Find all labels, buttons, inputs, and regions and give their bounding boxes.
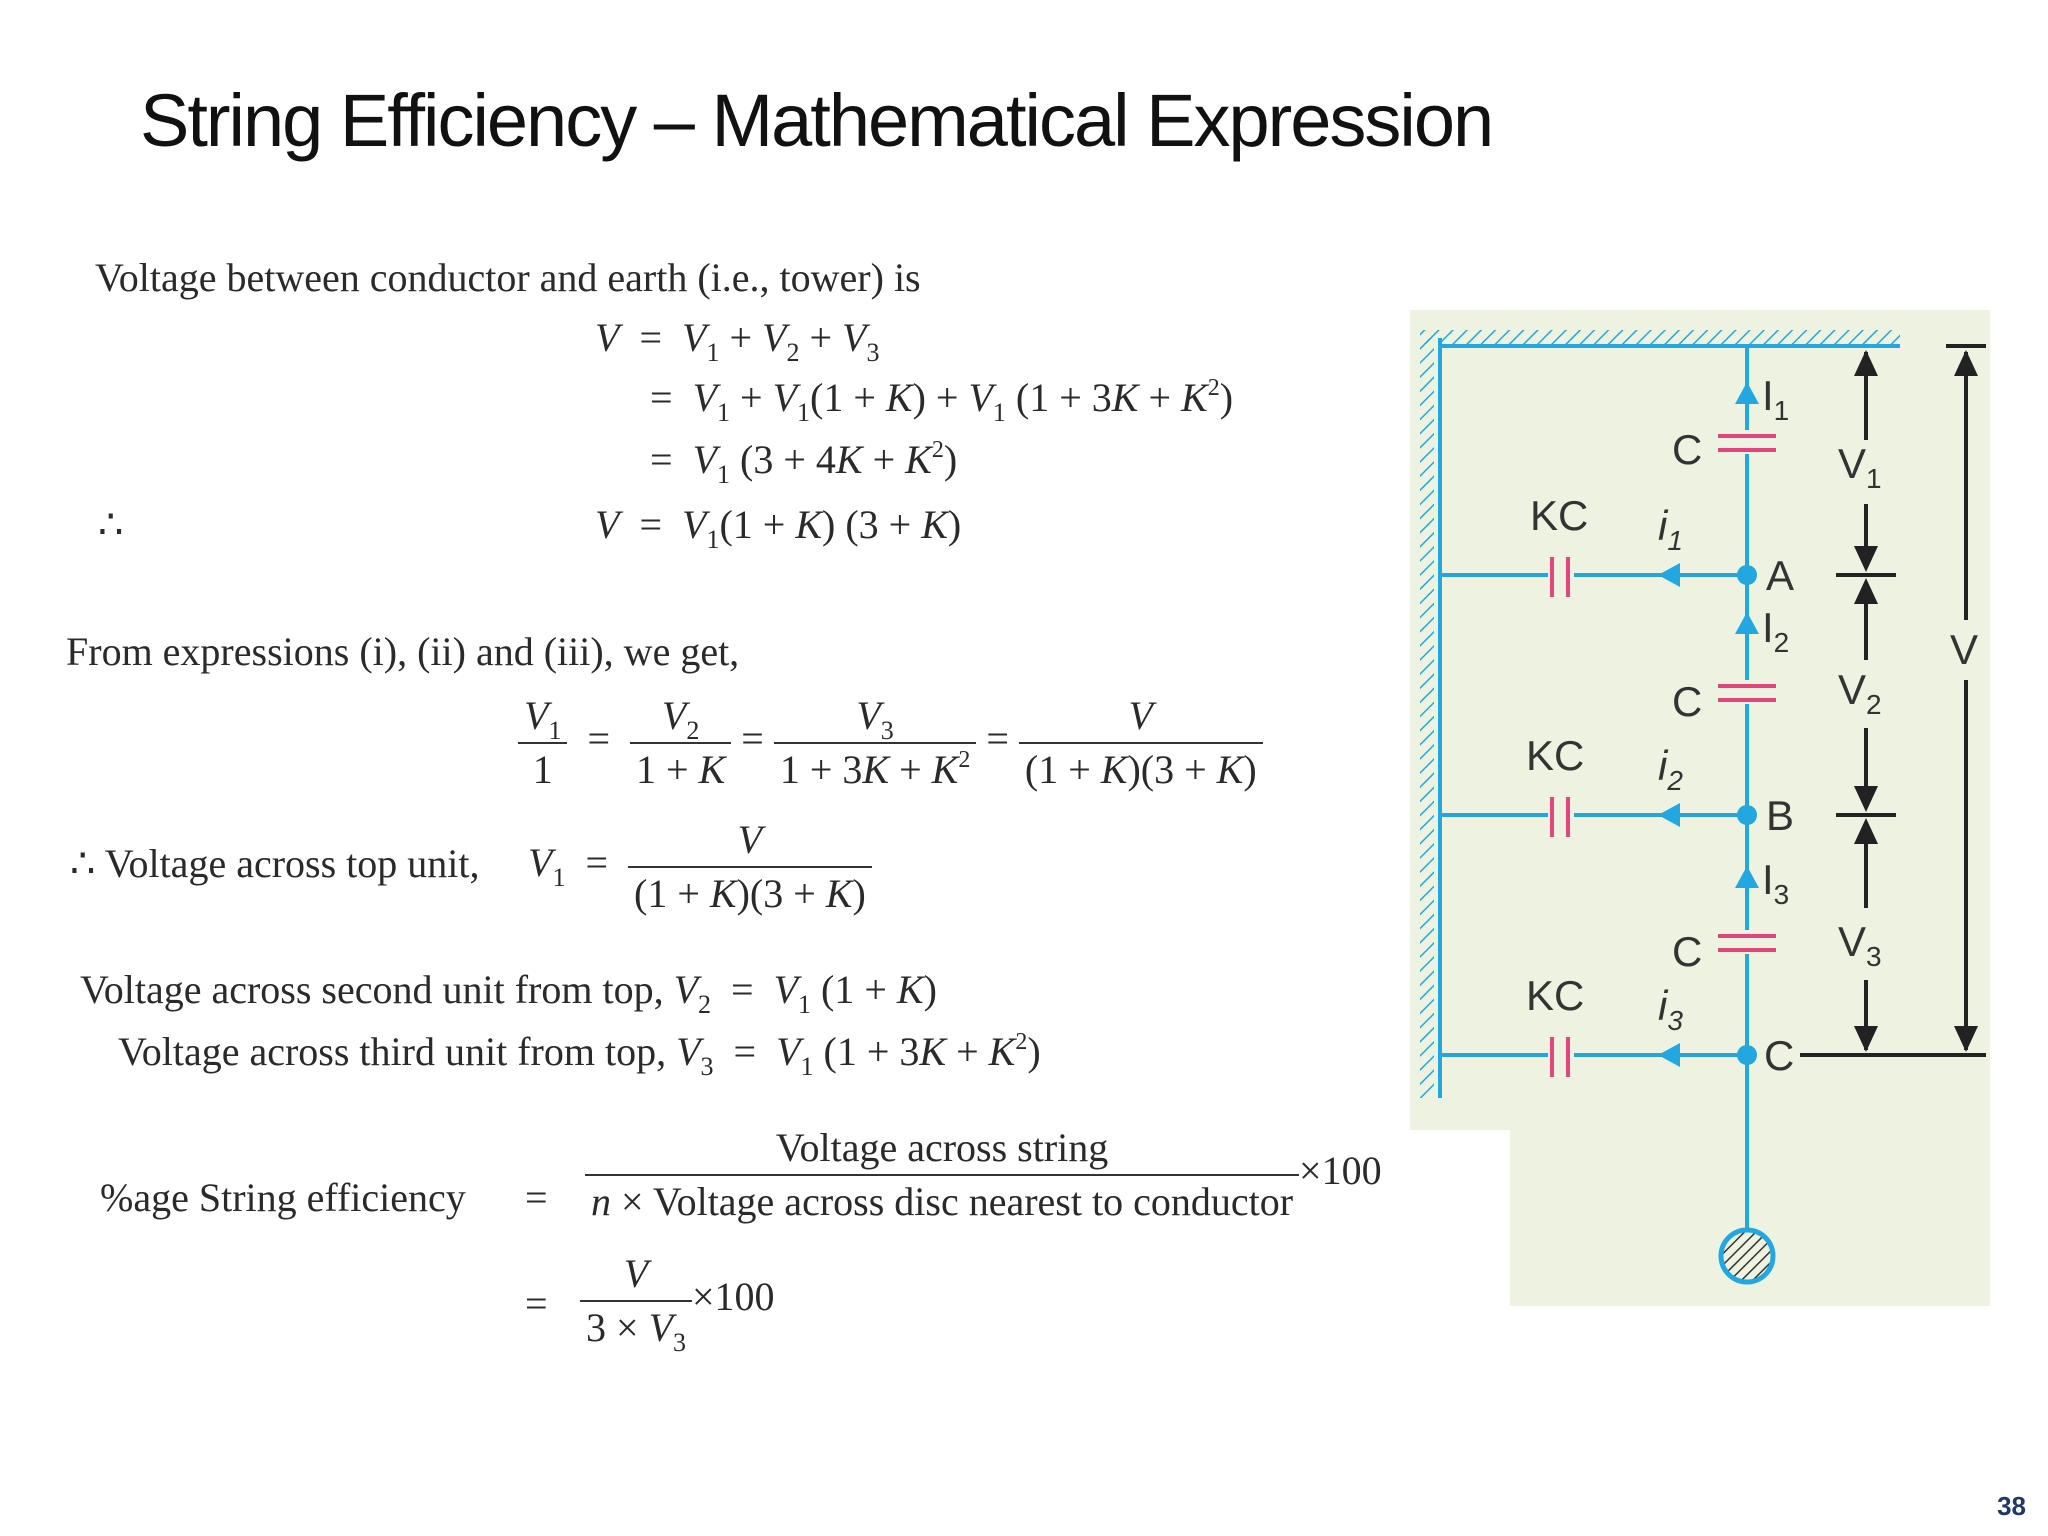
efficiency-equals: =: [525, 1175, 548, 1220]
voltage-label-3: $V_3$: [1838, 918, 1882, 972]
node-label-a: A: [1766, 552, 1795, 599]
equation-v-expanded: = $V_1 + V_1(1 + K) + V_1$ $(1 + 3K + K^2)$: [650, 375, 1234, 427]
current-label-1: $I_1$: [1762, 372, 1790, 426]
voltage-label-2: $V_2$: [1838, 666, 1882, 720]
second-unit-row: Voltage across second unit from top, $V_2 = V_1$ (1 + K): [80, 967, 937, 1019]
ratio-equation: $\frac{V_1}{1}$ = $\frac{V_2}{1 + K}$ = $\frac{V_3}{1 + 3K + K^2}$ = $\frac{V}{(1 + K)(3 + K)}$: [518, 696, 1263, 790]
third-unit-label: Voltage across third unit from top,: [118, 1029, 667, 1074]
intro-text: Voltage between conductor and earth (i.e., tower) is: [95, 255, 921, 300]
shunt-label-1: KC: [1530, 492, 1589, 539]
capacitor-1: [1718, 430, 1776, 454]
capacitor-label-1: C: [1672, 426, 1703, 473]
node-label-c: C: [1764, 1032, 1795, 1079]
total-voltage-label: V: [1950, 626, 1979, 673]
page-number: 38: [1997, 1491, 2026, 1521]
tower-hatch: [1420, 338, 1434, 1098]
capacitor-label-2: C: [1672, 678, 1703, 725]
top-unit-label: ∴ Voltage across top unit,: [70, 841, 480, 886]
times-100: ×100: [1299, 1148, 1382, 1194]
current-label-3: $I_3$: [1762, 856, 1790, 910]
capacitor-2: [1718, 680, 1776, 704]
efficiency-equals-2: =: [525, 1281, 548, 1326]
slide-title: String Efficiency – Mathematical Expression: [140, 79, 1493, 162]
conductor: [1721, 1230, 1773, 1282]
equation-v-sum: $V = V_1 + V_2 + V_3$: [595, 315, 880, 367]
second-unit-label: Voltage across second unit from top,: [80, 967, 664, 1012]
capacitor-label-3: C: [1672, 928, 1703, 975]
therefore-symbol: ∴: [98, 502, 124, 547]
crossarm-hatch: [1420, 330, 1900, 344]
node-label-b: B: [1766, 792, 1795, 839]
efficiency-numerator: Voltage across string: [585, 1128, 1299, 1176]
shunt-current-1: $i_1$: [1658, 502, 1683, 556]
shunt-label-2: KC: [1526, 732, 1585, 779]
shunt-current-2: $i_2$: [1658, 742, 1683, 796]
third-unit-row: Voltage across third unit from top, $V_3 = V_1$ $(1 + 3K + K^2)$: [118, 1029, 1041, 1081]
efficiency-final-fraction: $\frac{V}{3 \times V_3}$ ×100: [580, 1254, 775, 1348]
efficiency-fraction: $\frac{\text{Voltage across string}}{\text{n × Voltage across disc nearest to conductor}}$ ×100: [585, 1128, 1382, 1222]
current-label-2: $I_2$: [1762, 604, 1790, 658]
efficiency-label: %age String efficiency: [100, 1175, 466, 1220]
top-unit-equation: $V_1$ = $\frac{V}{(1 + K)(3 + K)}$: [528, 820, 872, 914]
from-expressions-text: From expressions (i), (ii) and (iii), we get,: [66, 629, 740, 674]
shunt-label-3: KC: [1526, 972, 1585, 1019]
efficiency-denominator: Voltage across disc nearest to conductor: [652, 1179, 1294, 1224]
equation-v-simplified: = $V_1$ $(3 + 4K + K^2)$: [650, 437, 958, 489]
capacitor-3: [1718, 930, 1776, 954]
voltage-label-1: $V_1$: [1838, 440, 1882, 494]
equation-v-factored: $V = V_1(1 + K) (3 + K)$: [595, 502, 962, 554]
shunt-current-3: $i_3$: [1658, 982, 1683, 1036]
